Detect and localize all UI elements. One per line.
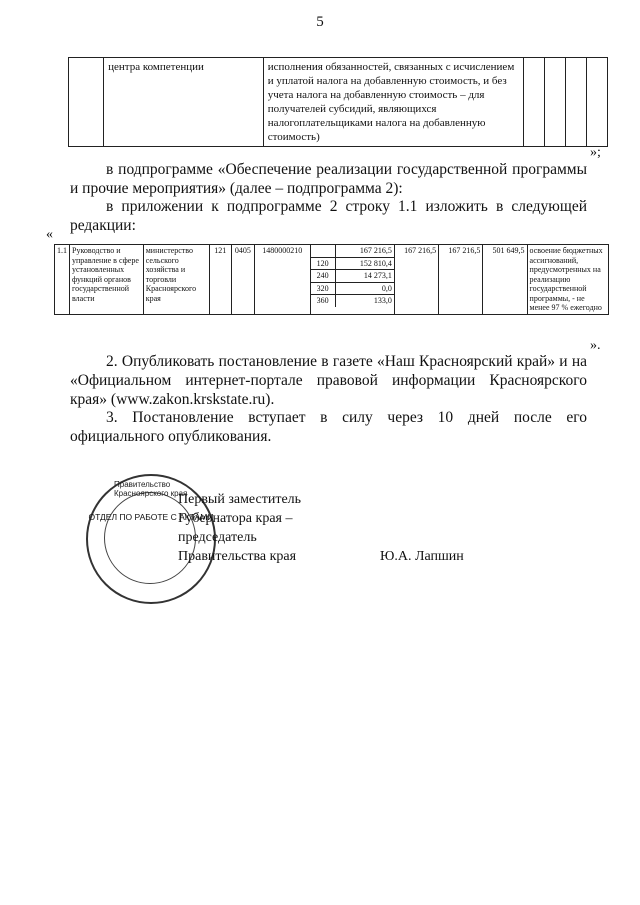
cell-ministry: министерство сельского хозяйства и торговли Красноярского края	[143, 245, 209, 315]
cell-row-number: 1.1	[55, 245, 70, 315]
signatory-line: председатель	[178, 530, 257, 545]
signatory-name: Ю.А. Лапшин	[380, 549, 464, 564]
cell-year-2: 167 216,5	[394, 245, 438, 315]
cell-empty	[586, 58, 607, 147]
signatory-title	[178, 490, 301, 566]
table-row	[55, 245, 609, 315]
vr-value: 133,0	[373, 296, 392, 305]
cell-expected-result: освоение бюджетных ассигнований, предусмотренных на реализацию государственной программы, - не менее 97 % ежегодно	[527, 245, 608, 315]
signatory-line: Правительства края	[178, 549, 297, 564]
vr-value: 14 273,1	[335, 270, 394, 283]
breakdown-row	[311, 270, 394, 283]
page-number: 5	[316, 14, 324, 30]
cell-csr: 1480000210	[254, 245, 310, 315]
cell-grbs: 121	[209, 245, 231, 315]
vr-value: 152 810,4	[335, 257, 394, 270]
cell-task-name: Руководство и управление в сфере установленных функций органов государственной власти	[70, 245, 144, 315]
signatory-line: Губернатора края –	[178, 511, 293, 526]
breakdown-row	[311, 282, 394, 295]
subprogram-table	[54, 244, 609, 315]
cell-breakdown	[310, 245, 394, 315]
table-row	[69, 58, 608, 147]
cell-empty	[565, 58, 586, 147]
cell-number	[69, 58, 104, 147]
cell-empty	[544, 58, 565, 147]
signatory-line: Первый заместитель	[178, 492, 302, 507]
paragraph-subprogram: в подпрограмме «Обеспечение реализации государственной программы и прочие мероприятия» (далее – подпрограмма 2):	[70, 161, 587, 197]
paragraph-effective: 3. Постановление вступает в силу через 10 дней после его официального опубликования.	[70, 409, 587, 445]
cell-year-3: 167 216,5	[439, 245, 483, 315]
seal-center-text: ОТДЕЛ ПО РАБОТЕ С АКТАМИ	[88, 512, 214, 522]
cell-description: исполнения обязанностей, связанных с исчислением и уплатой налога на добавленную стоимость, и без учета налога на добавленную стоимость – для получателей субсидий, являющихся налогоплательщиками налога на добавленную стоимость)	[263, 58, 523, 147]
seal-ring-text: Правительство Красноярского края	[114, 480, 188, 498]
closing-quote: ».	[590, 338, 601, 353]
cell-empty	[523, 58, 544, 147]
cell-name: центра компетенции	[104, 58, 264, 147]
vr-code: 240	[311, 270, 336, 283]
vr-code: 360	[311, 295, 336, 307]
vr-value: 167 216,5	[335, 245, 394, 257]
opening-quote: «	[46, 227, 53, 242]
breakdown-row	[311, 295, 394, 307]
breakdown-row	[311, 257, 394, 270]
paragraph-publish: 2. Опубликовать постановление в газете «Наш Красноярский край» и на «Официальном интернет-портале правовой информации Красноярского края» (www.zakon.krskstate.ru).	[70, 353, 587, 408]
breakdown-row	[311, 245, 394, 257]
paragraph-appendix: в приложении к подпрограмме 2 строку 1.1 изложить в следующей редакции:	[70, 198, 587, 234]
vr-code: 320	[311, 282, 336, 295]
breakdown-table	[311, 245, 394, 307]
top-table-fragment	[68, 57, 608, 147]
vr-code	[311, 245, 336, 257]
vr-value: 0,0	[335, 282, 394, 295]
vr-code: 120	[311, 257, 336, 270]
cell-total: 501 649,5	[483, 245, 527, 315]
cell-rzpr: 0405	[232, 245, 255, 315]
closing-quote: »;	[590, 145, 601, 160]
